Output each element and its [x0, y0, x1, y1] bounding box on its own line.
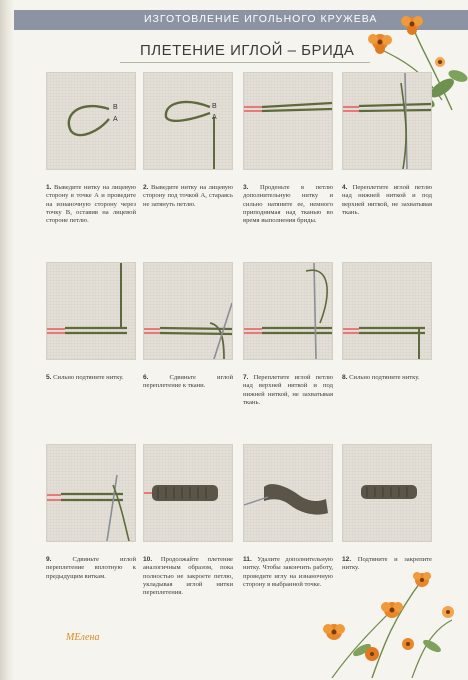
point-a-label: A: [113, 116, 118, 123]
step-text: Выведите нитку на лицевую сторону в точке А и проведите на изнаночную сторону через точку В, оставив на лицевой стороне петлю.: [46, 184, 136, 225]
step-5-photo: [46, 262, 136, 360]
point-b-label: B: [113, 104, 118, 111]
step-1-caption: [46, 184, 136, 225]
step-number: 6.: [143, 374, 149, 381]
step-text: Сдвиньте иглой переплетение вплотную к предыдущим виткам.: [46, 556, 136, 580]
step-7-photo: [243, 262, 333, 360]
step-7-caption: [243, 374, 333, 407]
page-title: ПЛЕТЕНИЕ ИГЛОЙ – БРИДА: [140, 42, 355, 59]
step-2-photo: [143, 72, 233, 170]
page-binding-shadow: [0, 0, 14, 680]
step-text: Сильно подтяните нитку.: [53, 374, 124, 381]
step-8-photo: [342, 262, 432, 360]
decorative-flowers-bottom: [312, 560, 462, 678]
step-number: 3.: [243, 184, 249, 191]
step-number: 10.: [143, 556, 153, 563]
step-number: 9.: [46, 556, 52, 563]
step-text: Сдвиньте иглой переплетение к ткани.: [143, 374, 233, 390]
step-text: Сильно подтяните нитку.: [349, 374, 420, 381]
step-text: Продолжайте плетение аналогичным образом, пока полностью не закроете петлю, укладывая иглой нитки переплетения.: [143, 556, 233, 597]
step-number: 4.: [342, 184, 348, 191]
step-number: 1.: [46, 184, 52, 191]
step-1-photo: [46, 72, 136, 170]
step-9-photo: [46, 444, 136, 542]
step-3-photo: [243, 72, 333, 170]
step-11-photo: [243, 444, 333, 542]
step-12-photo: [342, 444, 432, 542]
step-4-photo: [342, 72, 432, 170]
step-text: Переплетите иглой петлю над верхней ниткой и под нижней ниткой, не захватывая ткань.: [243, 374, 333, 406]
author-signature: МЕлена: [66, 632, 100, 643]
step-number: 8.: [342, 374, 348, 381]
step-8-caption: [342, 374, 432, 382]
point-a-label: A: [212, 114, 217, 121]
step-number: 11.: [243, 556, 252, 563]
step-number: 5.: [46, 374, 52, 381]
step-4-caption: [342, 184, 432, 217]
point-b-label: B: [212, 103, 217, 110]
step-2-caption: [143, 184, 233, 209]
step-3-caption: [243, 184, 333, 225]
step-text: Переплетите иглой петлю над нижней ниткой и под верхней ниткой, не захватывая ткань.: [342, 184, 432, 216]
step-text: Подтяните и закрепите нитку.: [342, 556, 432, 572]
step-10-photo: [143, 444, 233, 542]
step-9-caption: [46, 556, 136, 581]
step-number: 7.: [243, 374, 249, 381]
section-title: ИЗГОТОВЛЕНИЕ ИГОЛЬНОГО КРУЖЕВА: [144, 13, 378, 25]
step-5-caption: [46, 374, 136, 382]
step-text: Проденьте в петлю дополнительную нитку и сильно натяните ее, немного приподнимая над тканью во время выполнения бриды.: [243, 184, 333, 225]
step-number: 12.: [342, 556, 352, 563]
step-10-caption: [143, 556, 233, 597]
step-text: Удалите дополнительную нитку. Чтобы закончить работу, проведите иглу на изнаночную сторону в выбранной точке.: [243, 556, 333, 588]
step-6-caption: [143, 374, 233, 391]
title-underline: [120, 62, 370, 63]
step-text: Выведите нитку на лицевую сторону под точкой А, стараясь не затянуть петлю.: [143, 184, 233, 208]
step-6-photo: [143, 262, 233, 360]
step-number: 2.: [143, 184, 149, 191]
